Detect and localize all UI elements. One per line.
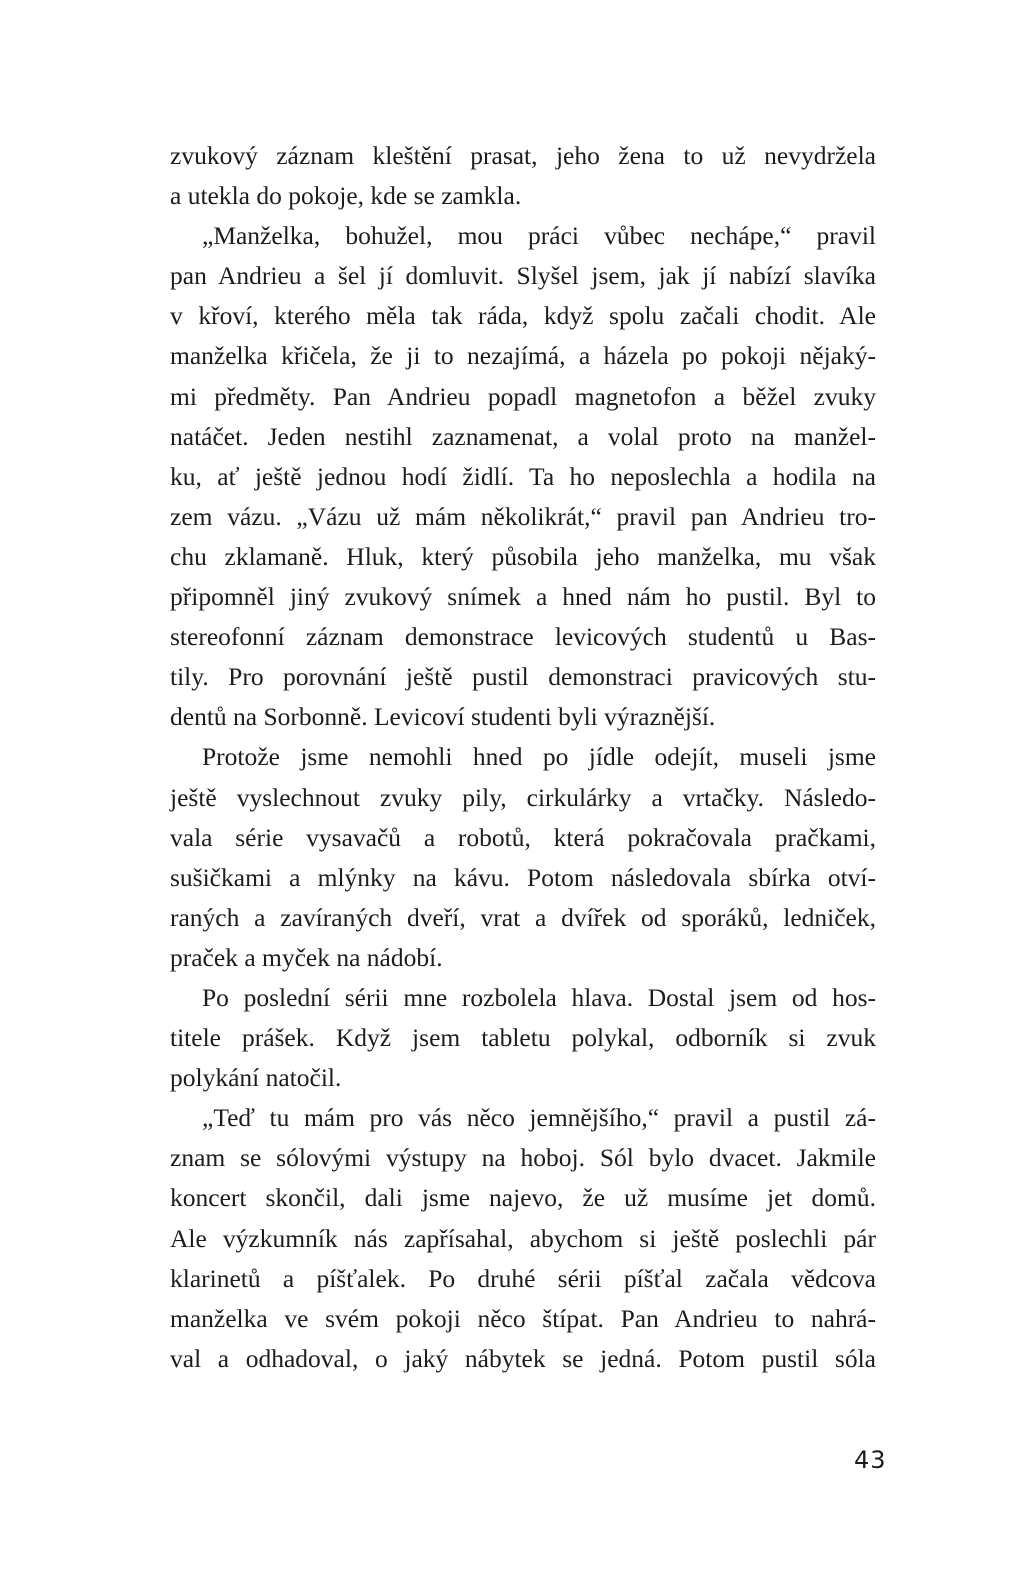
text-line: „Manželka, bohužel, mou práci vůbec nechápe,“ pravil — [202, 221, 876, 251]
text-line: polykání natočil. — [170, 1063, 342, 1093]
text-line: natáčet. Jeden nestihl zaznamenat, a volal proto na manžel- — [170, 421, 876, 451]
text-line: a utekla do pokoje, kde se zamkla. — [170, 181, 522, 211]
text-line: v křoví, kterého měla tak ráda, když spolu začali chodit. Ale — [170, 301, 876, 331]
text-line: titele prášek. Když jsem tabletu polykal, odborník si zvuk — [170, 1023, 876, 1053]
text-line: koncert skončil, dali jsme najevo, že už musíme jet domů. — [170, 1183, 876, 1213]
text-line: raných a zavíraných dveří, vrat a dvířek od sporáků, ledniček, — [170, 902, 876, 932]
text-line: klarinetů a píšťalek. Po druhé sérii píšťal začala vědcova — [170, 1263, 876, 1293]
page-number: 43 — [854, 1446, 887, 1474]
text-line: praček a myček na nádobí. — [170, 942, 443, 972]
text-line: pan Andrieu a šel jí domluvit. Slyšel jsem, jak jí nabízí slavíka — [170, 261, 876, 291]
text-line: Protože jsme nemohli hned po jídle odejít, museli jsme — [202, 742, 876, 772]
text-line: Po poslední sérii mne rozbolela hlava. Dostal jsem od hos- — [202, 982, 876, 1012]
text-line: zem vázu. „Vázu už mám několikrát,“ pravil pan Andrieu tro- — [170, 501, 876, 531]
text-line: ještě vyslechnout zvuky pily, cirkulárky a vrtačky. Následo- — [170, 782, 876, 812]
text-line: ku, ať ještě jednou hodí židlí. Ta ho neposlechla a hodila na — [170, 461, 876, 491]
text-line: stereofonní záznam demonstrace levicových studentů u Bas- — [170, 622, 876, 652]
text-line: chu zklamaně. Hluk, který působila jeho manželka, mu však — [170, 541, 876, 571]
text-line: „Teď tu mám pro vás něco jemnějšího,“ pravil a pustil zá- — [202, 1103, 876, 1133]
text-line: Ale výzkumník nás zapřísahal, abychom si ještě poslechli pár — [170, 1223, 876, 1253]
text-line: manželka ve svém pokoji něco štípat. Pan Andrieu to nahrá- — [170, 1303, 876, 1333]
text-line: manželka křičela, že ji to nezajímá, a házela po pokoji nějaký- — [170, 341, 876, 371]
text-line: zvukový záznam kleštění prasat, jeho žena to už nevydržela — [170, 141, 876, 170]
text-line: dentů na Sorbonně. Levicoví studenti byli výraznější. — [170, 702, 716, 732]
text-line: připomněl jiný zvukový snímek a hned nám ho pustil. Byl to — [170, 582, 876, 612]
text-line: val a odhadoval, o jaký nábytek se jedná. Potom pustil sóla — [170, 1343, 876, 1373]
body-text — [170, 136, 876, 1379]
text-line: mi předměty. Pan Andrieu popadl magnetofon a běžel zvuky — [170, 381, 876, 411]
text-line: znam se sólovými výstupy na hoboj. Sól bylo dvacet. Jakmile — [170, 1143, 876, 1173]
text-line: sušičkami a mlýnky na kávu. Potom následovala sbírka otví- — [170, 862, 876, 892]
text-line: vala série vysavačů a robotů, která pokračovala pračkami, — [170, 822, 876, 852]
text-line: tily. Pro porovnání ještě pustil demonstraci pravicových stu- — [170, 662, 876, 692]
